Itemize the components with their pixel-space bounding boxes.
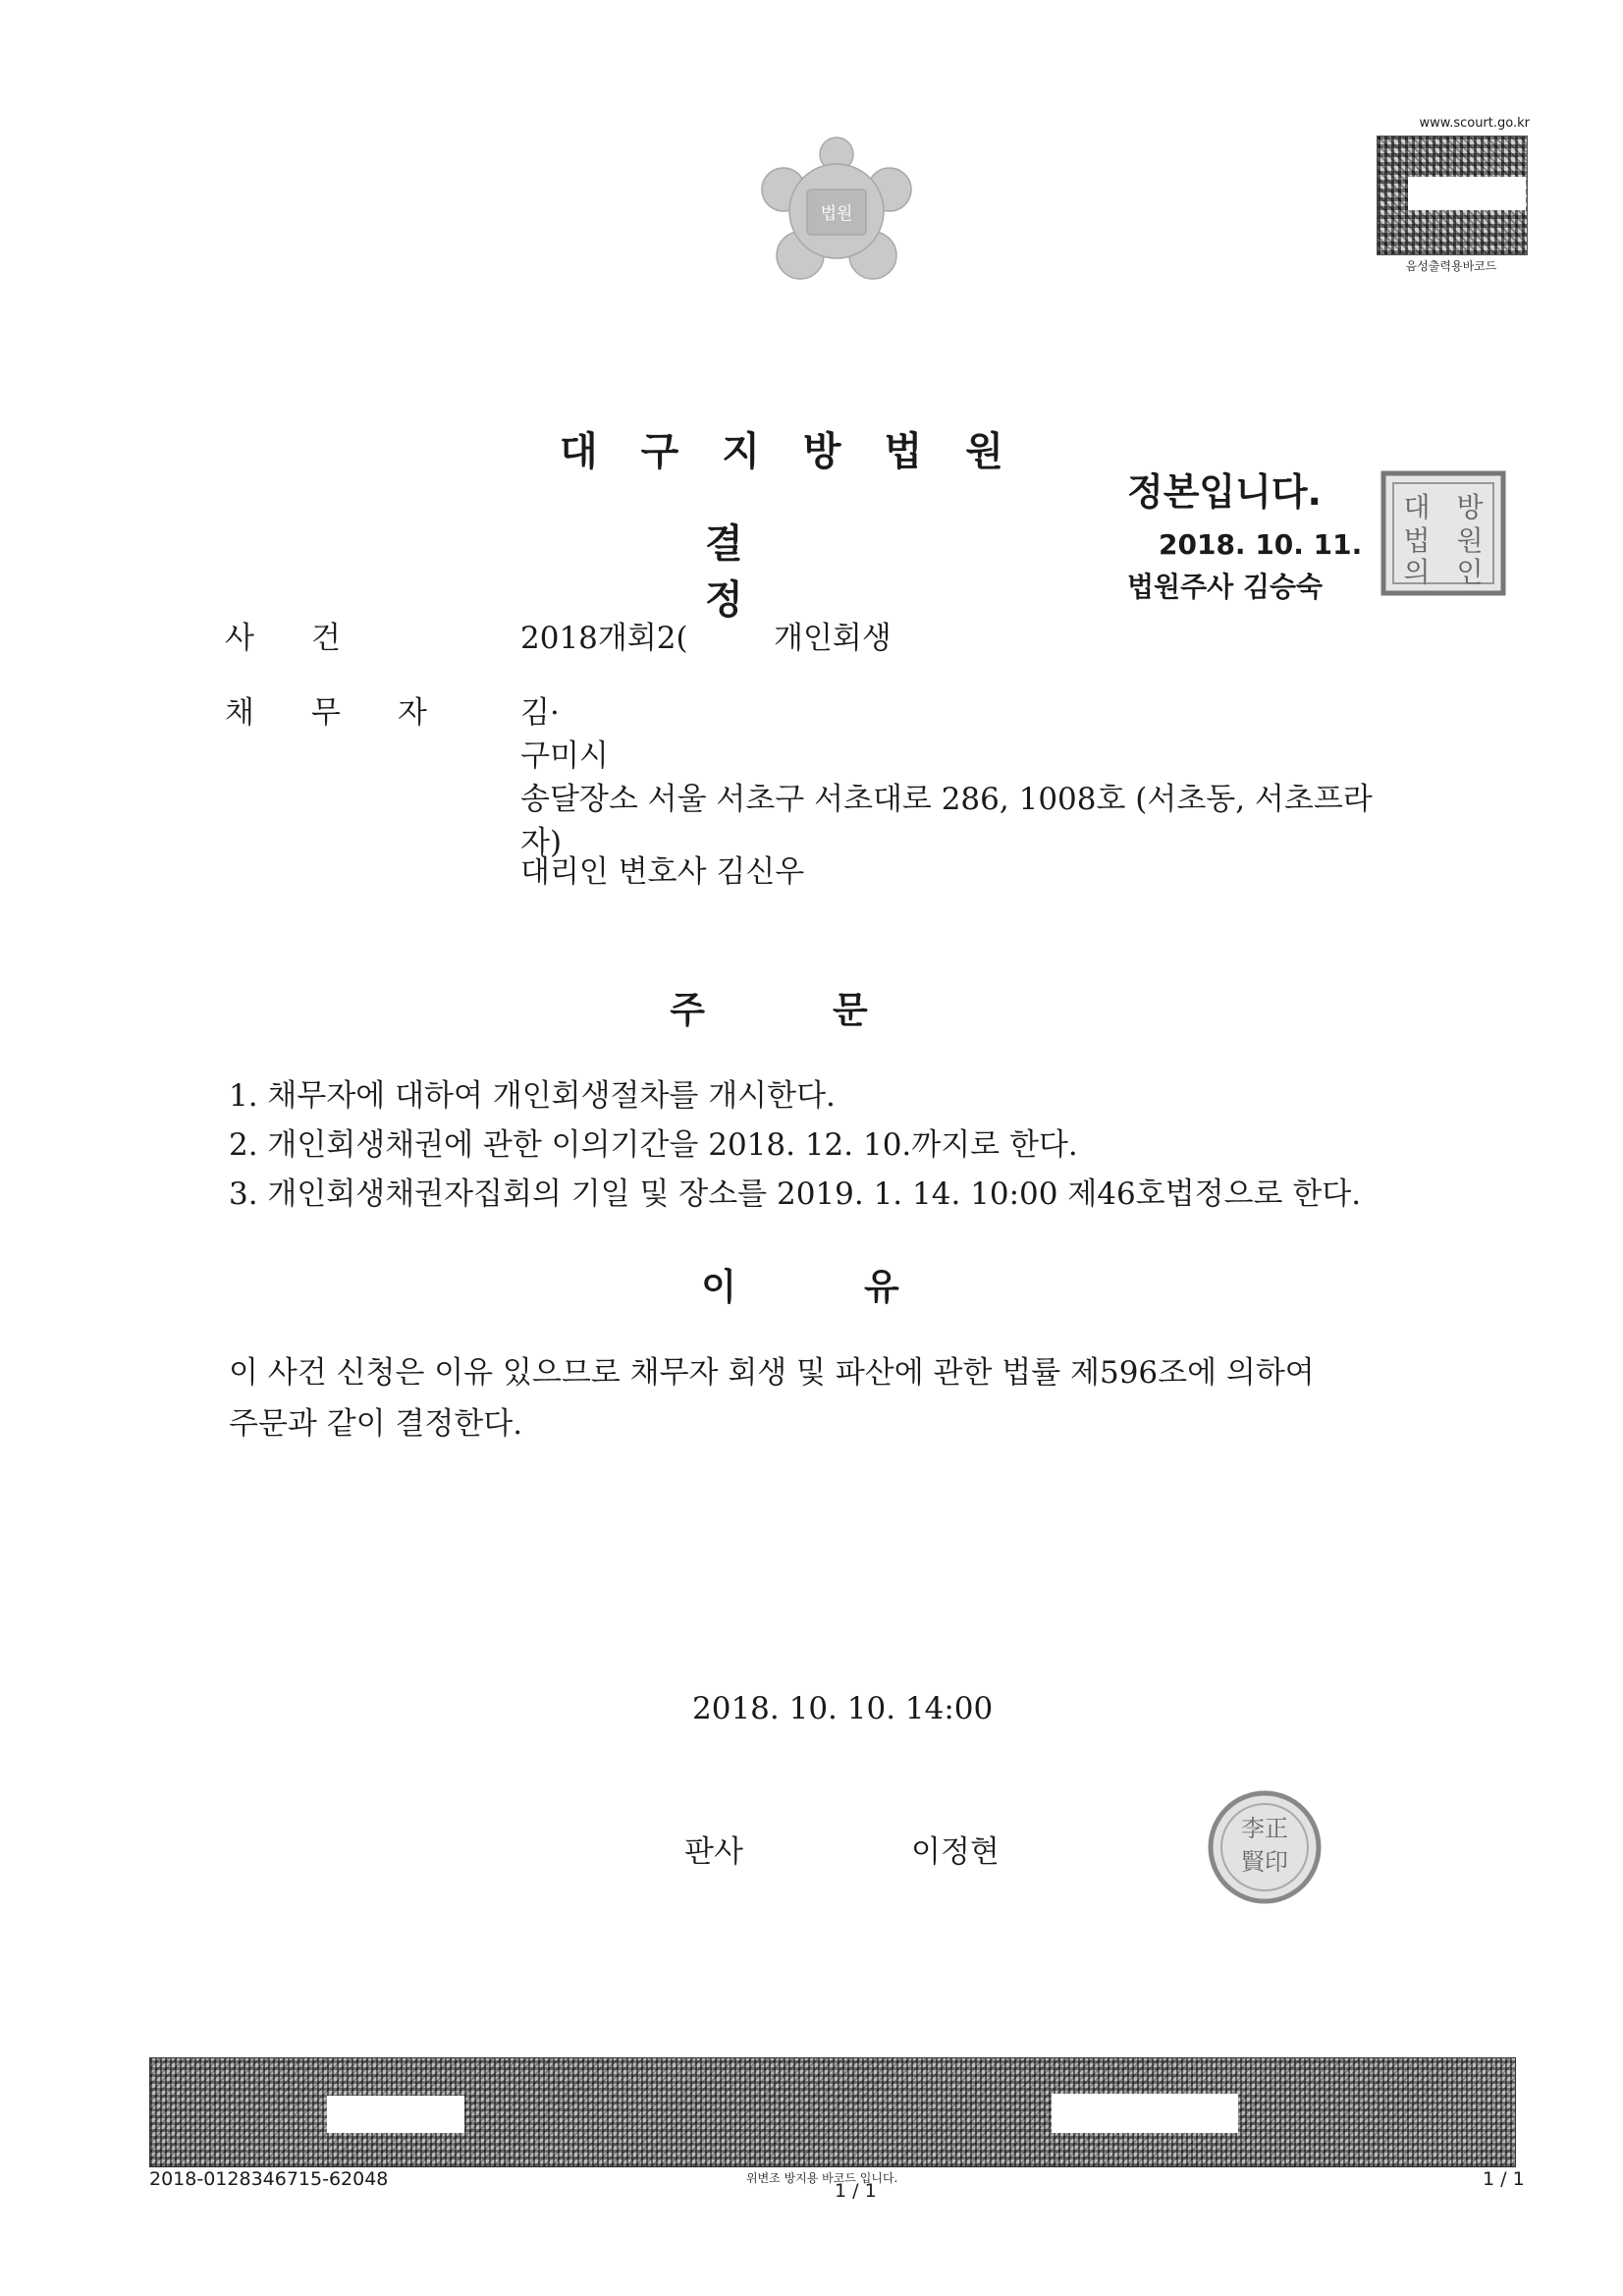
qr-caption: 음성출력용바코드 <box>1405 259 1497 273</box>
court-clerk: 법원주사 김승숙 <box>1127 571 1324 603</box>
barcode-note: 위변조 방지용 바코드 입니다. <box>746 2171 898 2185</box>
anti-forgery-barcode <box>149 2057 1516 2167</box>
order-item-1: 1. 채무자에 대하여 개인회생절차를 개시한다. <box>229 1078 836 1114</box>
order-item-3: 3. 개인회생채권자집회의 기일 및 장소를 2019. 1. 14. 10:00 제46호법정으로 한다. <box>229 1176 1362 1212</box>
document-id: 2018-0128346715-62048 <box>149 2168 389 2190</box>
qr-url: www.scourt.go.kr <box>1419 116 1530 131</box>
document-type: 결정 <box>705 521 891 623</box>
service-address-cont: 자) <box>520 825 563 860</box>
page-indicator-center: 1 / 1 <box>835 2180 877 2202</box>
judge-seal-icon <box>1206 1789 1324 1905</box>
emblem-text: 법원 <box>820 204 853 224</box>
service-address: 송달장소 서울 서초구 서초대로 286, 1008호 (서초동, 서초프라 <box>520 782 1373 817</box>
page-indicator: 1 / 1 <box>1483 2168 1525 2190</box>
reason-heading: 이유 <box>701 1266 1027 1308</box>
case-type: 개인회생 <box>774 621 892 656</box>
agent: 대리인 변호사 김신우 <box>520 854 805 890</box>
debtor-city: 구미시 <box>520 738 609 774</box>
case-number: 2018개회2( <box>520 621 688 656</box>
reason-line-2: 주문과 같이 결정한다. <box>229 1406 523 1442</box>
redaction-box <box>1408 177 1526 210</box>
svg-text:대: 대 <box>1403 491 1431 523</box>
svg-text:李正: 李正 <box>1241 1815 1288 1842</box>
court-emblem-icon <box>746 133 928 300</box>
court-name: 대구지방법원 <box>560 429 1047 474</box>
certified-copy-label: 정본입니다. <box>1127 470 1322 514</box>
svg-text:법: 법 <box>1403 524 1431 557</box>
svg-text:賢印: 賢印 <box>1241 1848 1288 1876</box>
order-heading: 주문 <box>670 989 996 1031</box>
svg-text:인: 인 <box>1456 556 1484 588</box>
reason-line-1: 이 사건 신청은 이유 있으므로 채무자 회생 및 파산에 관한 법률 제596조에 의하여 <box>229 1355 1315 1391</box>
order-item-2: 2. 개인회생채권에 관한 이의기간을 2018. 12. 10.까지로 한다. <box>229 1127 1078 1163</box>
case-label: 사건 <box>225 621 398 656</box>
svg-text:방: 방 <box>1456 491 1484 523</box>
judge-title: 판사 <box>684 1834 743 1870</box>
certified-date: 2018. 10. 11. <box>1159 528 1363 561</box>
redaction-box <box>327 2096 464 2133</box>
svg-text:의: 의 <box>1403 556 1431 588</box>
svg-text:원: 원 <box>1456 524 1484 557</box>
judge-name: 이정현 <box>911 1834 1000 1870</box>
redaction-box <box>1052 2094 1238 2133</box>
decision-datetime: 2018. 10. 10. 14:00 <box>692 1691 994 1726</box>
debtor-name: 김· <box>520 695 560 731</box>
clerk-seal-icon <box>1380 469 1507 597</box>
debtor-label: 채무자 <box>225 695 484 731</box>
voice-output-barcode <box>1373 116 1530 273</box>
